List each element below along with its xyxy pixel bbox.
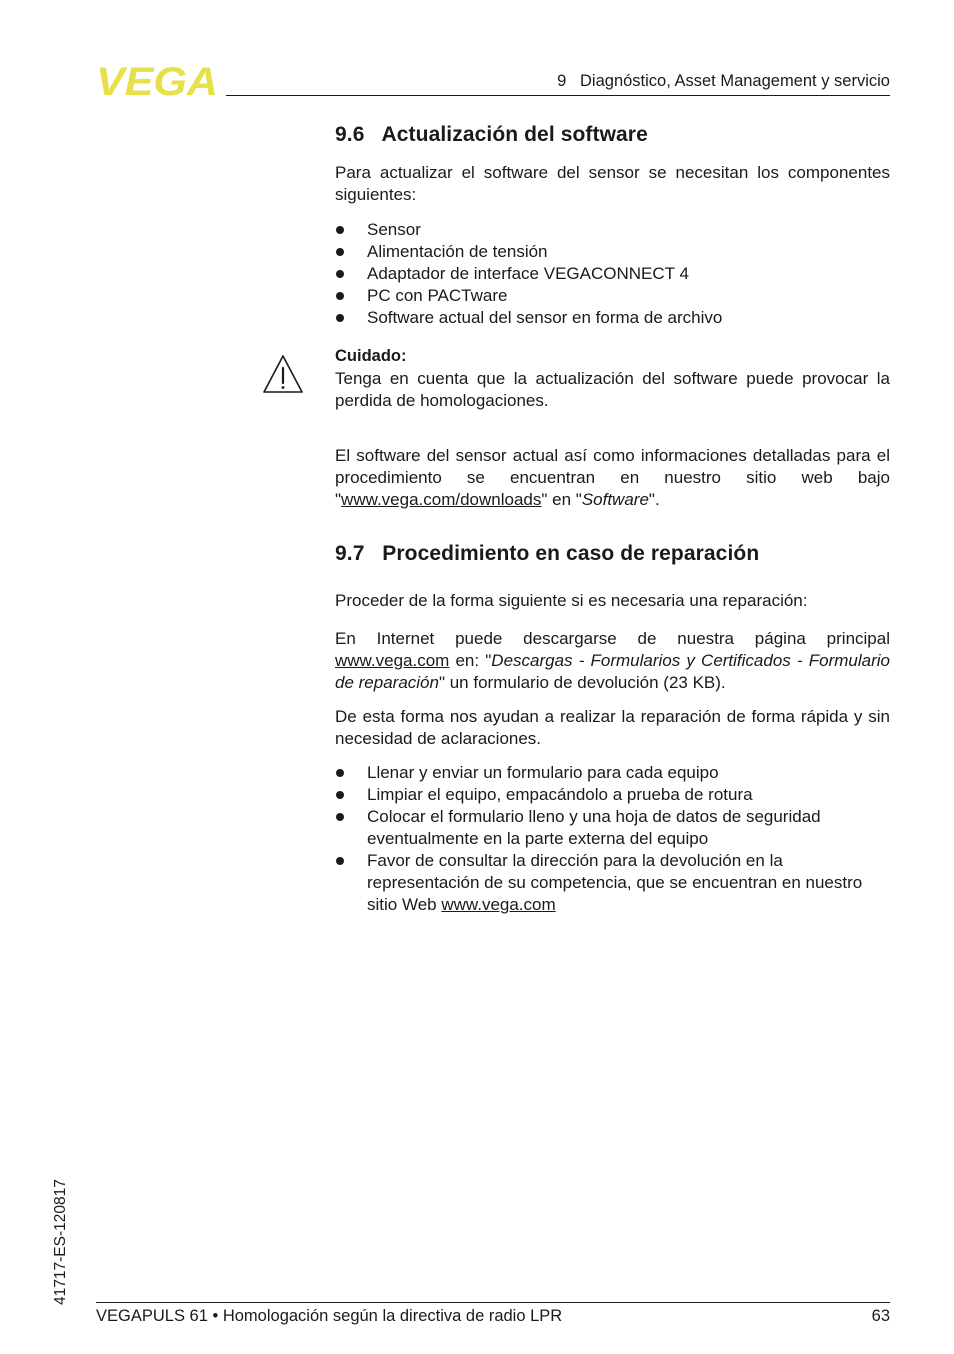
running-header: 9 Diagnóstico, Asset Management y servicio: [557, 72, 890, 90]
repair-steps-list: [335, 762, 890, 916]
caution-title: Cuidado:: [335, 347, 407, 365]
list-item: Adaptador de interface VEGACONNECT 4: [335, 263, 890, 285]
list-item: Alimentación de tensión: [335, 241, 890, 263]
logo-text: VEGA: [96, 64, 218, 98]
list-item: Sensor: [335, 219, 890, 241]
list-item: Favor de consultar la dirección para la devolución en la representación de su competencia, que se encuentran en nuestro sitio Web www.vega.com: [335, 850, 890, 916]
list-item: Llenar y enviar un formulario para cada equipo: [335, 762, 890, 784]
bullet-icon: [336, 791, 344, 799]
vega-logo: [96, 64, 220, 98]
section-9-6-heading: 9.6 Actualización del software: [335, 123, 648, 146]
header-divider: [226, 95, 890, 96]
bullet-icon: [336, 314, 344, 322]
footer-title: VEGAPULS 61 • Homologación según la directiva de radio LPR: [96, 1307, 563, 1325]
warning-triangle-icon: [262, 354, 304, 394]
list-item: Software actual del sensor en forma de archivo: [335, 307, 890, 329]
document-id: 41717-ES-120817: [52, 1179, 69, 1305]
bullet-icon: [336, 813, 344, 821]
list-item: Limpiar el equipo, empacándolo a prueba de rotura: [335, 784, 890, 806]
bullet-icon: [336, 857, 344, 865]
list-item: PC con PACTware: [335, 285, 890, 307]
section-9-7-heading: 9.7 Procedimiento en caso de reparación: [335, 542, 760, 565]
internet-paragraph: En Internet puede descargarse de nuestra página principal www.vega.com en: "Descargas - Formularios y Certificados - Formulario de reparación" un formulario de devolución (23 KB).: [335, 629, 890, 692]
bullet-icon: [336, 226, 344, 234]
downloads-link[interactable]: www.vega.com/downloads: [341, 490, 542, 509]
components-list: [335, 219, 890, 329]
caution-text: Tenga en cuenta que la actualización del software puede provocar la perdida de homologaciones.: [335, 369, 890, 410]
list-item: Colocar el formulario lleno y una hoja de datos de seguridad eventualmente en la parte externa del equipo: [335, 806, 890, 850]
software-info-paragraph: El software del sensor actual así como informaciones detalladas para el procedimiento se encuentran en nuestro sitio web bajo "www.vega.com/downloads" en "Software".: [335, 446, 890, 509]
vega-site-link[interactable]: www.vega.com: [441, 895, 556, 914]
vega-home-link[interactable]: www.vega.com: [335, 651, 450, 670]
page-number: 63: [871, 1307, 890, 1325]
bullet-icon: [336, 292, 344, 300]
bullet-icon: [336, 769, 344, 777]
section-9-6-intro: Para actualizar el software del sensor se necesitan los componentes siguientes:: [335, 163, 890, 204]
footer-divider: [96, 1302, 890, 1303]
help-paragraph: De esta forma nos ayudan a realizar la reparación de forma rápida y sin necesidad de aclaraciones.: [335, 707, 890, 748]
section-9-7-intro: Proceder de la forma siguiente si es necesaria una reparación:: [335, 591, 808, 610]
bullet-icon: [336, 248, 344, 256]
bullet-icon: [336, 270, 344, 278]
